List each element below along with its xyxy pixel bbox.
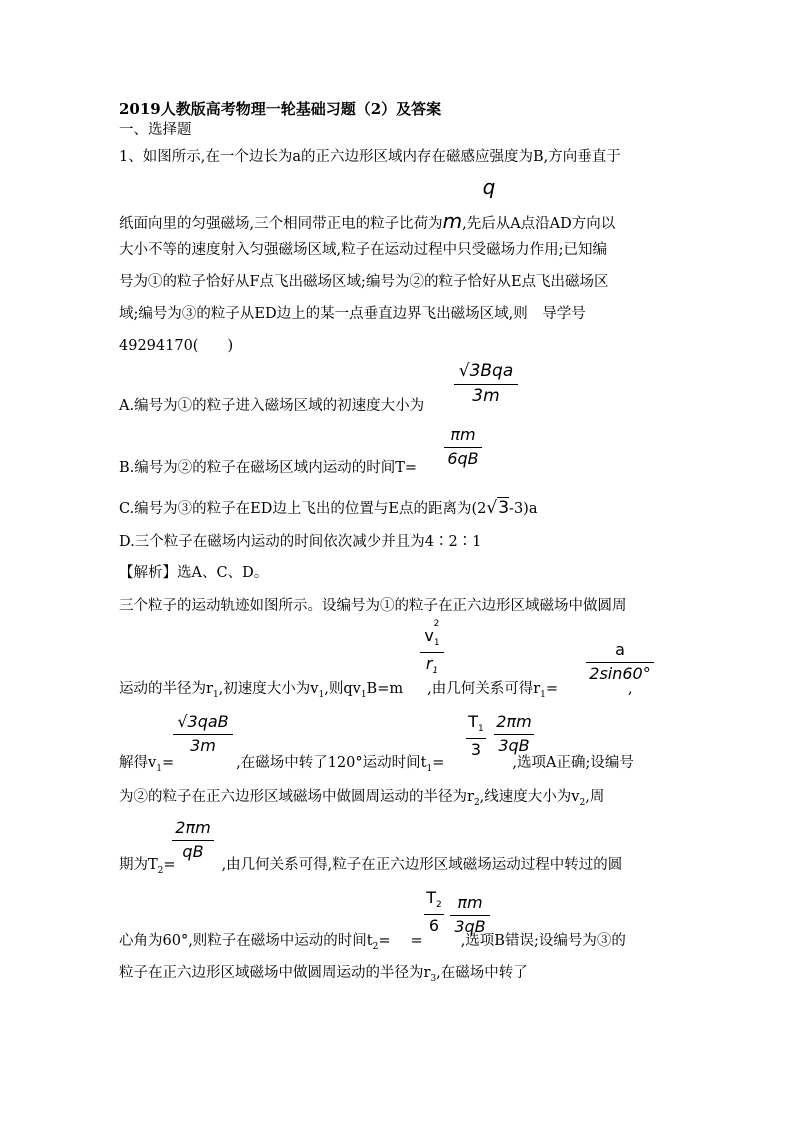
fraction-numerator: √3qaB bbox=[177, 712, 229, 731]
text-span: ,初速度大小为v bbox=[218, 681, 319, 697]
text-span: ,周 bbox=[585, 789, 605, 805]
fraction-bar bbox=[173, 734, 233, 735]
subscript: 2 bbox=[436, 900, 442, 911]
superscript: 2 bbox=[433, 619, 440, 629]
text-span: ,由几何关系可得,粒子在正六边形区域磁场运动过程中转过的圆 bbox=[221, 857, 623, 873]
fraction-denominator: 3 bbox=[470, 740, 482, 760]
fraction-bar bbox=[466, 738, 486, 739]
fraction-numerator bbox=[466, 714, 486, 734]
fraction-numerator: q bbox=[482, 175, 496, 199]
fraction-option-b bbox=[444, 427, 482, 467]
question-line: 号为①的粒子恰好从F点飞出磁场区域;编号为②的粒子恰好从E点飞出磁场区 bbox=[119, 274, 609, 290]
subscript: 3 bbox=[430, 973, 437, 984]
text-span: = bbox=[163, 857, 176, 873]
section-heading: 一、选择题 bbox=[119, 122, 192, 138]
subscript: 1 bbox=[156, 763, 162, 774]
text-span: ,选项B错误;设编号为③的 bbox=[460, 933, 626, 949]
fraction-a-over-2sin60 bbox=[586, 642, 654, 682]
symbol-t: T bbox=[468, 712, 479, 731]
text-span: ,先后从A点沿AD方向以 bbox=[462, 216, 616, 232]
fraction-pim-over-3qb bbox=[450, 895, 490, 935]
text-span: C.编号为③的粒子在ED边上飞出的位置与E点的距离为(2 bbox=[119, 501, 487, 517]
fraction-numerator: πm bbox=[450, 425, 476, 444]
question-line: 域;编号为③的粒子从ED边上的某一点垂直边界飞出磁场区域,则 导学号 bbox=[119, 306, 586, 322]
question-line: 49294170( ) bbox=[119, 338, 234, 354]
fraction-option-a bbox=[454, 363, 518, 405]
text-span: ,在磁场中转了120°运动时间t bbox=[236, 755, 427, 771]
subscript: 2 bbox=[157, 865, 164, 876]
text-span: -3)a bbox=[509, 501, 538, 517]
subscript: 1 bbox=[360, 689, 367, 700]
fraction-denominator: 3m bbox=[190, 736, 216, 755]
subscript: 2 bbox=[473, 797, 480, 808]
analysis-label: 【解析】选A、C、D。 bbox=[119, 565, 269, 581]
sqrt-radicand: 3 bbox=[498, 498, 510, 518]
option-d: D.三个粒子在磁场内运动的时间依次减少并且为4∶2∶1 bbox=[119, 534, 482, 550]
fraction-bar bbox=[444, 447, 482, 448]
fraction-numerator: a bbox=[615, 640, 625, 659]
subscript: 1 bbox=[426, 763, 433, 774]
fraction-v1-value bbox=[173, 714, 233, 754]
symbol-v: v bbox=[424, 626, 434, 645]
text-span: 心角为60°,则粒子在磁场中运动的时间t bbox=[119, 933, 373, 949]
analysis-line bbox=[119, 966, 528, 984]
text-span: 为②的粒子在正六边形区域磁场中做圆周运动的半径为r bbox=[119, 789, 474, 805]
text-span: = bbox=[432, 755, 445, 771]
fraction-bar bbox=[420, 652, 444, 653]
subscript: 2 bbox=[372, 941, 379, 952]
text-span: ,由几何关系可得r bbox=[427, 681, 541, 697]
text-span: 运动的半径为r bbox=[119, 681, 213, 697]
text-span: 粒子在正六边形区域磁场中做圆周运动的半径为r bbox=[119, 965, 431, 981]
fraction-denominator: 6 bbox=[428, 916, 440, 936]
text-span: , bbox=[628, 681, 633, 697]
fraction-bar bbox=[172, 840, 214, 841]
text-span: B=m bbox=[366, 681, 404, 697]
text-span: = bbox=[410, 933, 423, 949]
symbol-t: T bbox=[426, 888, 437, 907]
fraction-bar bbox=[586, 662, 654, 663]
fraction-denominator bbox=[420, 656, 444, 676]
option-b: B.编号为②的粒子在磁场区域内运动的时间T= bbox=[119, 460, 418, 476]
fraction-v1sq-over-r1 bbox=[420, 619, 444, 677]
fraction-2pim-over-3qb bbox=[494, 714, 534, 754]
fraction-t1-over-3 bbox=[466, 714, 486, 758]
subscript: 1 bbox=[212, 689, 219, 700]
text-span: ,则qv bbox=[324, 681, 361, 697]
fraction-q-over-m bbox=[478, 177, 500, 197]
fraction-denominator: m bbox=[442, 209, 463, 233]
fraction-numerator: 2πm bbox=[175, 818, 211, 837]
fraction-numerator: 2πm bbox=[496, 712, 532, 731]
text-span: = bbox=[545, 681, 559, 697]
subscript: 2 bbox=[579, 797, 586, 808]
analysis-line: 三个粒子的运动轨迹如图所示。设编号为①的粒子在正六边形区域磁场中做圆周 bbox=[119, 598, 627, 614]
sqrt-sign: √ bbox=[486, 498, 498, 518]
fraction-2pim-over-qb bbox=[172, 820, 214, 860]
text-span: = bbox=[378, 933, 391, 949]
question-line: 大小不等的速度射入匀强磁场区域,粒子在运动过程中只受磁场力作用;已知编 bbox=[119, 242, 607, 258]
symbol-r: r bbox=[425, 654, 433, 674]
fraction-bar bbox=[494, 734, 534, 735]
text-span: 纸面向里的匀强磁场,三个相同带正电的粒子比荷为 bbox=[119, 216, 443, 232]
fraction-bar bbox=[424, 914, 444, 915]
fraction-numerator bbox=[424, 890, 444, 910]
analysis-line bbox=[119, 790, 604, 808]
analysis-line bbox=[119, 934, 626, 952]
fraction-bar bbox=[454, 384, 518, 385]
fraction-numerator: √3Bqa bbox=[458, 361, 514, 381]
text-span: = bbox=[161, 755, 175, 771]
analysis-line bbox=[119, 756, 634, 774]
subscript: 1 bbox=[432, 666, 439, 677]
analysis-line bbox=[119, 682, 633, 700]
option-a: A.编号为①的粒子进入磁场区域的初速度大小为 bbox=[119, 398, 425, 414]
analysis-line bbox=[119, 858, 622, 876]
text-span: 期为T bbox=[119, 857, 158, 873]
question-line: 1、如图所示,在一个边长为a的正六边形区域内存在磁感应强度为B,方向垂直于 bbox=[119, 149, 621, 165]
fraction-denominator: qB bbox=[182, 842, 204, 861]
subscript: 1 bbox=[318, 689, 325, 700]
text-span: ,选项A正确;设编号 bbox=[512, 755, 634, 771]
text-span: ,线速度大小为v bbox=[479, 789, 580, 805]
option-c bbox=[119, 500, 537, 517]
subscript: 1 bbox=[433, 638, 440, 649]
subscript: 1 bbox=[478, 724, 484, 735]
fraction-denominator: 3m bbox=[472, 386, 500, 406]
fraction-denominator: 2sin60° bbox=[589, 664, 651, 683]
document-title: 2019人教版高考物理一轮基础习题（2）及答案 bbox=[119, 100, 442, 118]
fraction-denominator: 3qB bbox=[454, 917, 486, 936]
fraction-bar bbox=[450, 915, 490, 916]
text-span: 解得v bbox=[119, 755, 157, 771]
fraction-t2-over-6 bbox=[424, 890, 444, 934]
fraction-denominator: 6qB bbox=[447, 449, 479, 468]
question-line bbox=[119, 211, 615, 232]
fraction-numerator bbox=[420, 619, 444, 649]
fraction-denominator: 3qB bbox=[498, 736, 530, 755]
fraction-numerator: πm bbox=[457, 893, 483, 912]
subscript: 1 bbox=[540, 689, 546, 700]
text-span: ,在磁场中转了 bbox=[436, 965, 528, 981]
